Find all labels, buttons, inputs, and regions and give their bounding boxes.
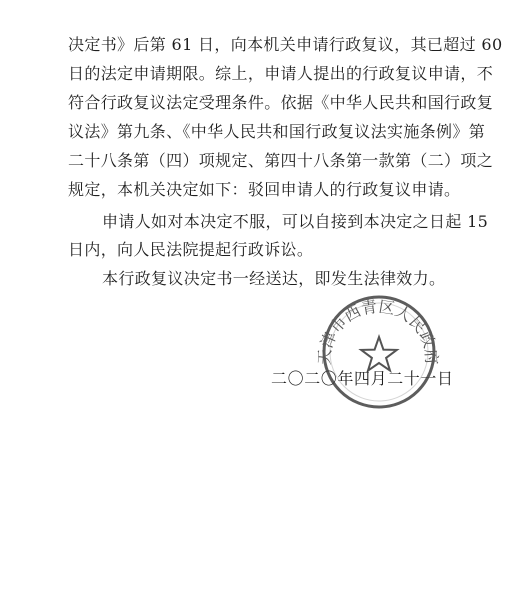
body-line-3: 符合行政复议法定受理条件。依据《中华人民共和国行政复: [68, 93, 494, 112]
body-line-2: 日的法定申请期限。综上，申请人提出的行政复议申请，不: [68, 64, 494, 83]
official-seal: [314, 288, 444, 416]
body-line-4: 议法》第九条、《中华人民共和国行政复议法实施条例》第: [68, 122, 486, 141]
star-icon: [361, 337, 397, 371]
body-line-1: 决定书》后第 61 日，向本机关申请行政复议，其已超过 60: [68, 35, 503, 54]
body-line-7: 申请人如对本决定不服，可以自接到本决定之日起 15: [102, 212, 489, 231]
body-line-9: 本行政复议决定书一经送达，即发生法律效力。: [102, 269, 446, 288]
document-date: 二〇二〇年四月二十一日: [271, 369, 454, 388]
seal-text: 天津市西青区人民政府: [314, 296, 442, 366]
body-line-6: 规定，本机关决定如下：驳回申请人的行政复议申请。: [68, 180, 461, 199]
body-line-8: 日内，向人民法院提起行政诉讼。: [68, 240, 314, 259]
body-line-5: 二十八条第（四）项规定、第四十八条第一款第（二）项之: [68, 151, 494, 170]
